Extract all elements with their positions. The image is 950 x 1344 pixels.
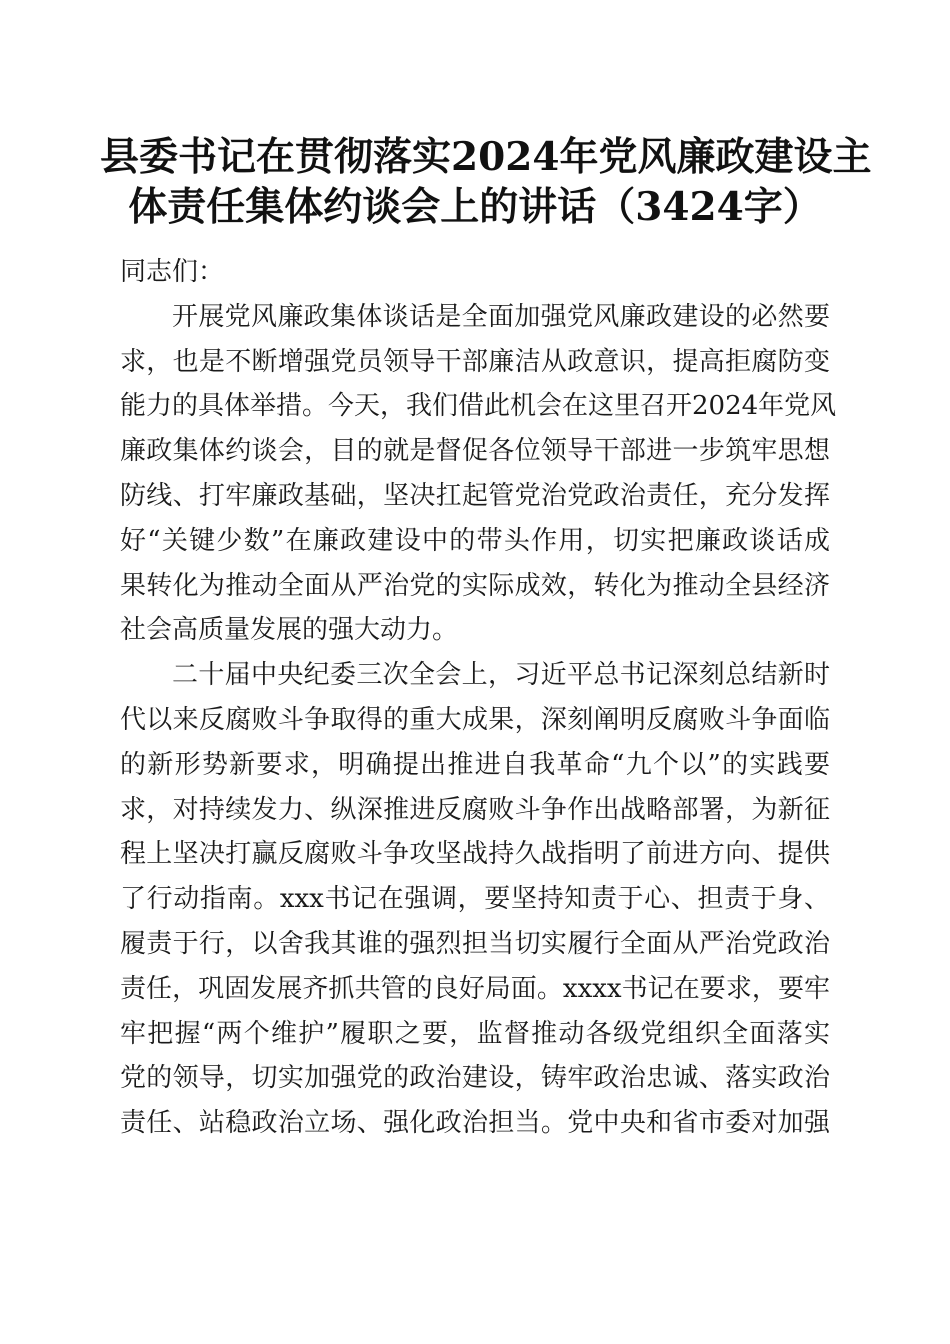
paragraph-line: 好“关键少数”在廉政建设中的带头作用，切实把廉政谈话成 — [120, 525, 830, 556]
paragraph-1 — [120, 295, 837, 653]
paragraph-line: 责任、站稳政治立场、强化政治担当。党中央和省市委对加强 — [120, 1108, 830, 1139]
paragraph-line: 二十届中央纪委三次全会上，习近平总书记深刻总结新时 — [172, 660, 830, 691]
paragraph-line: 代以来反腐败斗争取得的重大成果，深刻阐明反腐败斗争面临 — [120, 704, 830, 735]
paragraph-line: 党的领导，切实加强党的政治建设，铸牢政治忠诚、落实政治 — [120, 1063, 830, 1094]
paragraph-line: 求，也是不断增强党员领导干部廉洁从政意识，提高拒腐防变 — [120, 346, 830, 377]
salutation: 同志们： — [120, 257, 225, 287]
paragraph-line: 廉政集体约谈会，目的就是督促各位领导干部进一步筑牢思想 — [120, 436, 830, 467]
paragraph-line: 牢把握“两个维护”履职之要，监督推动各级党组织全面落实 — [120, 1018, 830, 1049]
paragraph-line: 了行动指南。xxx书记在强调，要坚持知责于心、担责于身、 — [120, 884, 830, 915]
paragraph-line: 程上坚决打赢反腐败斗争攻坚战持久战指明了前进方向、提供 — [120, 839, 830, 870]
paragraph-line: 社会高质量发展的强大动力。 — [120, 615, 459, 646]
title-line-2: 体责任集体约谈会上的讲话（3424字） — [128, 184, 822, 230]
paragraph-line: 求，对持续发力、纵深推进反腐败斗争作出战略部署，为新征 — [120, 794, 830, 825]
document-body — [120, 250, 837, 1146]
paragraph-line: 履责于行，以舍我其谁的强烈担当切实履行全面从严治党政治 — [120, 928, 830, 959]
title-line-1: 县委书记在贯彻落实2024年党风廉政建设主 — [100, 134, 872, 180]
paragraph-2 — [120, 653, 830, 1146]
paragraph-line: 开展党风廉政集体谈话是全面加强党风廉政建设的必然要 — [172, 301, 830, 332]
paragraph-line: 果转化为推动全面从严治党的实际成效，转化为推动全县经济 — [120, 570, 830, 601]
document-title — [100, 132, 872, 232]
paragraph-line: 能力的具体举措。今天，我们借此机会在这里召开2024年党风 — [120, 391, 837, 422]
paragraph-line: 防线、打牢廉政基础，坚决扛起管党治党政治责任，充分发挥 — [120, 480, 830, 511]
paragraph-line: 的新形势新要求，明确提出推进自我革命“九个以”的实践要 — [120, 749, 830, 780]
paragraph-line: 责任，巩固发展齐抓共管的良好局面。xxxx书记在要求，要牢 — [120, 973, 830, 1004]
